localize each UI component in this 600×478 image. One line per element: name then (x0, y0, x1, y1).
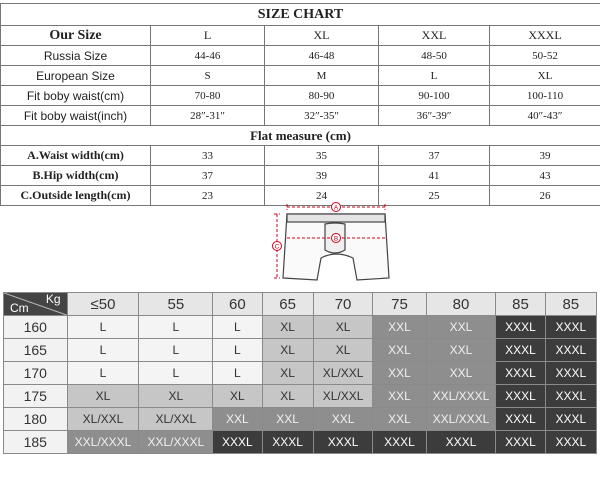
grid-cell: L (213, 339, 262, 362)
grid-cell: XXL (373, 362, 426, 385)
table-cell: 33 (151, 146, 265, 166)
table-cell: 41 (379, 166, 490, 186)
grid-cell: XXXL (426, 431, 496, 454)
grid-cell: XXL/XXXL (139, 431, 213, 454)
grid-cell: XXL (426, 339, 496, 362)
table-row (1, 166, 600, 186)
boxer-measure-diagram (265, 200, 405, 288)
table-cell: 39 (490, 146, 600, 166)
row-label: A.Waist width(cm) (1, 146, 151, 166)
our-size-label: Our Size (1, 26, 151, 46)
size-header-cell: XXXL (490, 26, 600, 46)
grid-cell: XXXL (545, 408, 596, 431)
boxer-outline (283, 214, 389, 280)
size-header-cell: XL (265, 26, 379, 46)
height-header: 170 (4, 362, 68, 385)
marker-b-label: B (333, 235, 339, 243)
grid-cell: XL (262, 385, 313, 408)
table-cell: 35 (265, 146, 379, 166)
table-cell: 36″-39″ (379, 106, 490, 126)
height-header: 175 (4, 385, 68, 408)
grid-cell: XXL (313, 408, 373, 431)
table-cell: 32″-35″ (265, 106, 379, 126)
grid-cell: XXXL (545, 431, 596, 454)
table-cell: 48-50 (379, 46, 490, 66)
grid-cell: XL (313, 316, 373, 339)
grid-cell: XXL/XXXL (426, 408, 496, 431)
table-row (1, 86, 600, 106)
size-chart-table (0, 3, 600, 206)
grid-cell: XXXL (262, 431, 313, 454)
table-cell: 24 (265, 186, 379, 206)
grid-cell: XL/XXL (313, 362, 373, 385)
row-label: Fit boby waist(inch) (1, 106, 151, 126)
table-row (1, 46, 600, 66)
grid-cell: XXL (213, 408, 262, 431)
table-cell: 100-110 (490, 86, 600, 106)
grid-cell: L (139, 339, 213, 362)
row-label: Russia Size (1, 46, 151, 66)
table-cell: 46-48 (265, 46, 379, 66)
grid-row (4, 339, 597, 362)
grid-cell: XL (262, 339, 313, 362)
weight-header: 70 (313, 293, 373, 316)
height-header: 165 (4, 339, 68, 362)
table-cell: XL (490, 66, 600, 86)
table-cell: 39 (265, 166, 379, 186)
grid-cell: XL/XXL (139, 408, 213, 431)
grid-cell: XXXL (496, 385, 545, 408)
marker-c-label: C (274, 243, 280, 251)
grid-cell: XL/XXL (67, 408, 139, 431)
table-cell: 26 (490, 186, 600, 206)
grid-cell: XL (213, 385, 262, 408)
grid-cell: L (67, 316, 139, 339)
grid-cell: L (213, 316, 262, 339)
grid-cell: XXL/XXXL (67, 431, 139, 454)
grid-cell: XXXL (496, 431, 545, 454)
grid-cell: XXL (426, 316, 496, 339)
weight-header: 65 (262, 293, 313, 316)
row-label: C.Outside length(cm) (1, 186, 151, 206)
height-header: 185 (4, 431, 68, 454)
flat-measure-title: Flat measure (cm) (1, 126, 600, 146)
grid-cell: L (213, 362, 262, 385)
corner-cell (4, 293, 68, 316)
table-cell: 50-52 (490, 46, 600, 66)
height-header: 180 (4, 408, 68, 431)
grid-cell: XXXL (213, 431, 262, 454)
grid-cell: XXXL (496, 408, 545, 431)
table-cell: 37 (379, 146, 490, 166)
grid-cell: XL (262, 362, 313, 385)
grid-cell: XXL (373, 339, 426, 362)
row-label: B.Hip width(cm) (1, 166, 151, 186)
size-header-row (1, 26, 600, 46)
grid-cell: L (139, 362, 213, 385)
table-cell: 23 (151, 186, 265, 206)
table-cell: 44-46 (151, 46, 265, 66)
weight-header: 85 (545, 293, 596, 316)
table-row (1, 146, 600, 166)
height-unit-label: Cm (10, 301, 29, 315)
table-cell: M (265, 66, 379, 86)
grid-cell: XXL (262, 408, 313, 431)
table-cell: 90-100 (379, 86, 490, 106)
grid-cell: XXXL (313, 431, 373, 454)
grid-cell: L (139, 316, 213, 339)
grid-row (4, 408, 597, 431)
weight-header: 80 (426, 293, 496, 316)
grid-cell: XXL (426, 362, 496, 385)
table-row (1, 66, 600, 86)
grid-cell: L (67, 362, 139, 385)
grid-cell: XXL (373, 316, 426, 339)
grid-cell: XL/XXL (313, 385, 373, 408)
weight-header: 55 (139, 293, 213, 316)
grid-cell: XL (67, 385, 139, 408)
height-weight-grid (3, 292, 597, 454)
table-cell: 80-90 (265, 86, 379, 106)
grid-cell: L (67, 339, 139, 362)
grid-cell: XL (313, 339, 373, 362)
chart-title: SIZE CHART (1, 4, 600, 26)
grid-cell: XL (262, 316, 313, 339)
grid-cell: XXXL (496, 362, 545, 385)
weight-unit-label: Kg (45, 292, 61, 306)
grid-cell: XXXL (545, 316, 596, 339)
height-header: 160 (4, 316, 68, 339)
table-cell: 25 (379, 186, 490, 206)
grid-cell: XXL/XXXL (426, 385, 496, 408)
weight-header: 85 (496, 293, 545, 316)
row-label: European Size (1, 66, 151, 86)
table-cell: 37 (151, 166, 265, 186)
grid-row (4, 431, 597, 454)
grid-row (4, 316, 597, 339)
grid-cell: XXXL (545, 362, 596, 385)
table-cell: 43 (490, 166, 600, 186)
grid-cell: XXXL (545, 385, 596, 408)
weight-header: 60 (213, 293, 262, 316)
grid-row (4, 362, 597, 385)
table-cell: 28″-31″ (151, 106, 265, 126)
table-row (1, 106, 600, 126)
table-cell: 70-80 (151, 86, 265, 106)
grid-cell: XXXL (496, 316, 545, 339)
grid-cell: XXXL (373, 431, 426, 454)
table-cell: 40″-43″ (490, 106, 600, 126)
grid-cell: XXL (373, 408, 426, 431)
grid-cell: XXL (373, 385, 426, 408)
grid-cell: XXXL (496, 339, 545, 362)
table-cell: L (379, 66, 490, 86)
grid-cell: XL (139, 385, 213, 408)
size-header-cell: XXL (379, 26, 490, 46)
grid-cell: XXXL (545, 339, 596, 362)
size-header-cell: L (151, 26, 265, 46)
grid-row (4, 385, 597, 408)
marker-a-label: A (333, 204, 339, 212)
row-label: Fit boby waist(cm) (1, 86, 151, 106)
weight-header-row (4, 293, 597, 316)
table-cell: S (151, 66, 265, 86)
weight-header: ≤50 (67, 293, 139, 316)
weight-header: 75 (373, 293, 426, 316)
